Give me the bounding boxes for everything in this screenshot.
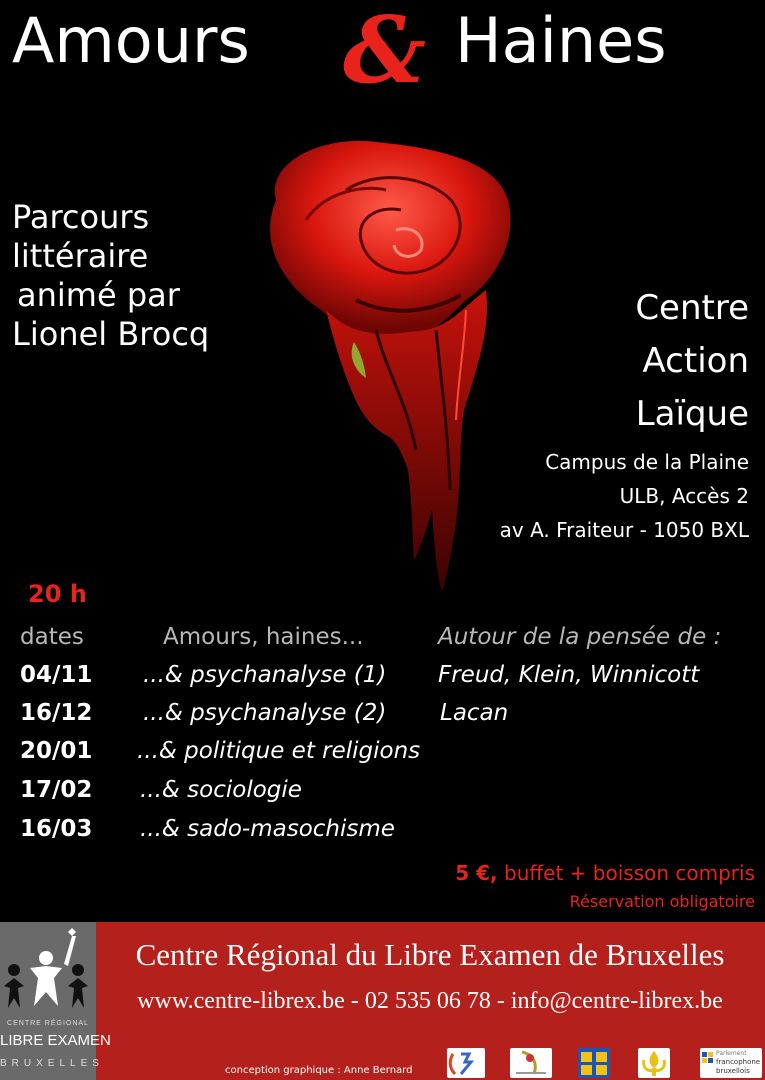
federation-logo-icon	[447, 1048, 485, 1078]
partner-logo-federation	[447, 1048, 485, 1078]
cocof-logo-icon	[578, 1048, 610, 1078]
intro-line-litteraire: littéraire	[12, 237, 149, 276]
logo-line-libre-examen: LIBRE EXAMEN	[0, 1032, 111, 1049]
partner-logo-cocof	[578, 1048, 610, 1078]
schedule-topic: ...& politique et religions	[137, 738, 421, 764]
price-amount: 5 €,	[455, 861, 498, 885]
price-line	[455, 861, 755, 885]
partner-text-francophone: francophone	[716, 1058, 761, 1066]
schedule-row	[0, 662, 765, 700]
partner-logo-iris	[638, 1048, 670, 1078]
schedule-topic: ...& sociologie	[140, 777, 302, 803]
schedule-row	[0, 777, 765, 815]
schedule-date: 16/03	[20, 816, 93, 842]
event-time: 20 h	[28, 580, 87, 608]
schedule-thinker: Lacan	[440, 700, 509, 726]
organization-name: Centre Régional du Libre Examen de Bruxelles	[135, 937, 725, 972]
schedule-row	[0, 738, 765, 776]
venue-line-action: Action	[642, 341, 749, 381]
schedule-topic: ...& psychanalyse (1)	[143, 662, 387, 688]
schedule-topic: ...& psychanalyse (2)	[143, 700, 387, 726]
schedule-row	[0, 816, 765, 854]
header-dates: dates	[20, 624, 84, 650]
logo-line-bruxelles: BRUXELLES	[0, 1058, 104, 1069]
design-credit: conception graphique : Anne Bernard	[225, 1065, 413, 1076]
venue-line-centre: Centre	[635, 288, 749, 328]
schedule-date: 16/12	[20, 700, 93, 726]
schedule-date: 17/02	[20, 777, 93, 803]
venue-address-street: av A. Fraiteur - 1050 BXL	[499, 518, 749, 542]
price-details: buffet + boisson compris	[497, 861, 755, 885]
venue-line-laique: Laïque	[635, 394, 749, 434]
logo-line-centre: CENTRE RÉGIONAL	[7, 1020, 89, 1027]
partner-text-bruxellois: bruxellois	[716, 1067, 750, 1075]
partner-logo-parlement-francophone	[700, 1048, 762, 1078]
partner-text-parlement: Parlement	[716, 1050, 747, 1057]
venue-address-campus: Campus de la Plaine	[545, 450, 749, 474]
reservation-note: Réservation obligatoire	[569, 892, 755, 911]
melting-rose-illustration	[236, 130, 526, 600]
header-thinkers: Autour de la pensée de :	[438, 624, 722, 650]
title-ampersand: &	[343, 0, 427, 104]
schedule-date: 04/11	[20, 662, 93, 688]
parlement-francophone-logo-icon	[702, 1052, 714, 1064]
librex-figures-icon	[2, 928, 94, 1016]
contact-line: www.centre-librex.be - 02 535 06 78 - info@centre-librex.be	[137, 988, 723, 1014]
schedule-thinker: Freud, Klein, Winnicott	[438, 662, 700, 688]
title-amours: Amours	[12, 4, 250, 77]
venue-address-ulb: ULB, Accès 2	[619, 484, 749, 508]
title-haines: Haines	[455, 4, 667, 77]
intro-line-anime: animé par	[17, 276, 180, 315]
intro-block	[12, 198, 209, 354]
header-topic: Amours, haines...	[163, 624, 364, 650]
schedule-row	[0, 700, 765, 738]
venue-block	[500, 282, 749, 547]
iris-logo-icon	[638, 1048, 670, 1078]
intro-line-parcours: Parcours	[12, 198, 150, 236]
schedule-topic: ...& sado-masochisme	[140, 816, 395, 842]
schedule-date: 20/01	[20, 738, 93, 764]
parlement-logo-icon	[510, 1048, 552, 1078]
intro-line-author: Lionel Brocq	[12, 315, 210, 354]
partner-logo-parlement	[510, 1048, 552, 1078]
